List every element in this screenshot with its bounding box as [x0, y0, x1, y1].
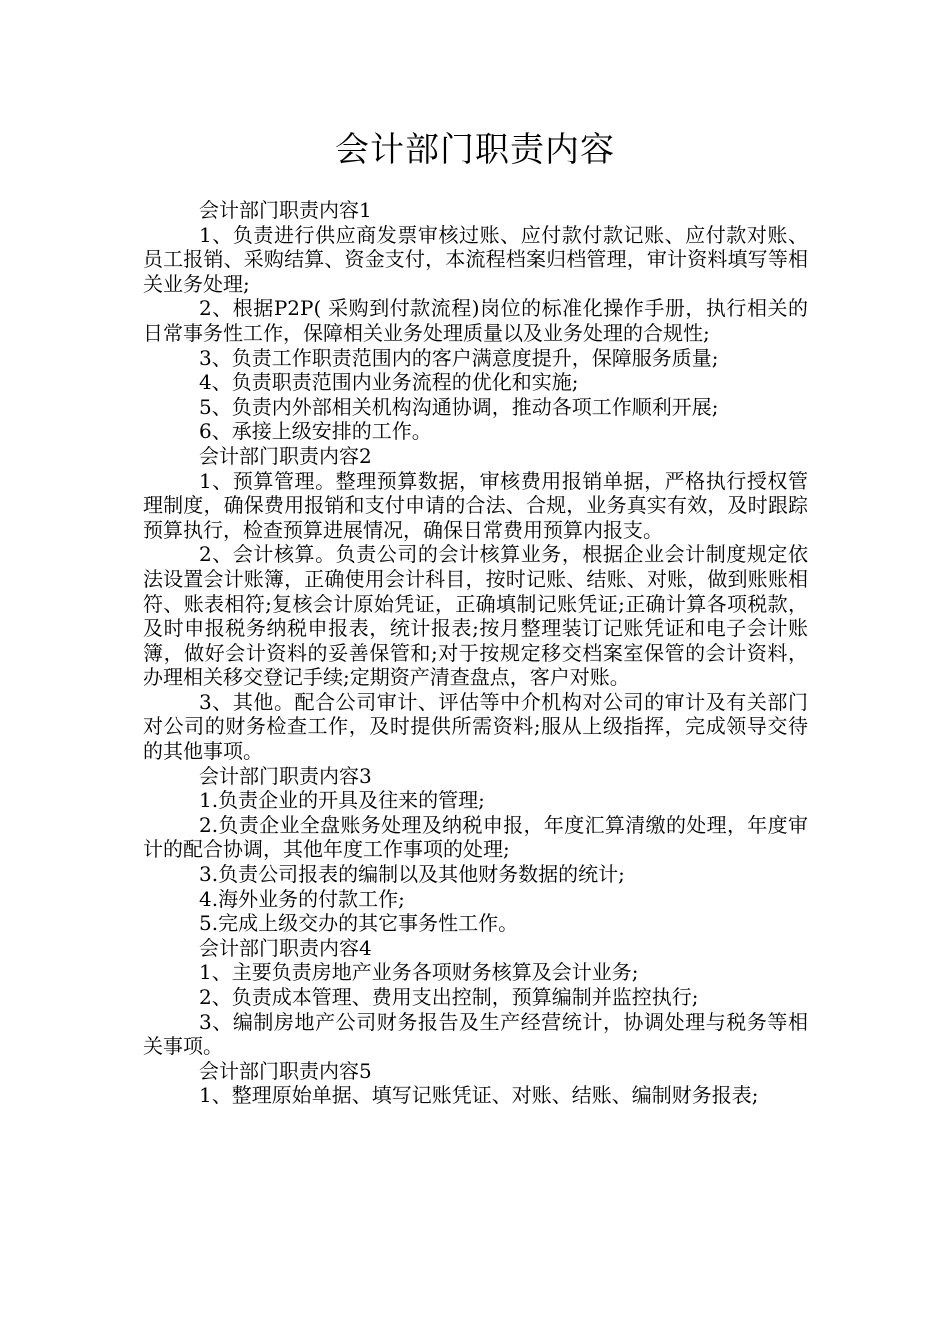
section-item: 2、负责成本管理、费用支出控制，预算编制并监控执行; [199, 985, 699, 1009]
section-item: 5、负责内外部相关机构沟通协调，推动各项工作顺利开展; [199, 394, 719, 419]
section-heading: 会计部门职责内容1 [199, 198, 372, 222]
document-body [143, 198, 808, 1108]
section-item: 1、预算管理。整理预算数据，审核费用报销单据，严格执行授权管理制度，确保费用报销和支付申请的合法、合规，业务真实有效，及时跟踪预算执行，检查预算进展情况，确保日常费用预算内报支。 [143, 468, 808, 542]
section-item: 1、主要负责房地产业务各项财务核算及会计业务; [199, 960, 639, 985]
section-item: 5.完成上级交办的其它事务性工作。 [199, 911, 519, 936]
section-heading: 会计部门职责内容5 [199, 1058, 372, 1083]
section-item: 1、负责进行供应商发票审核过账、应付款付款记账、应付款对账、员工报销、采购结算、资金支付，本流程档案归档管理，审计资料填写等相关业务处理; [143, 222, 808, 296]
section-item: 1、整理原始单据、填写记账凭证、对账、结账、编制财务报表; [199, 1083, 759, 1108]
section-item: 1.负责企业的开具及往来的管理; [199, 788, 485, 813]
section-heading: 会计部门职责内容2 [199, 443, 372, 468]
section-heading: 会计部门职责内容3 [199, 763, 372, 788]
document-title: 会计部门职责内容 [335, 130, 615, 170]
section-item: 2、会计核算。负责公司的会计核算业务，根据企业会计制度规定依法设置会计账簿，正确使用会计科目，按时记账、结账、对账，做到账账相符、账表相符;复核会计原始凭证，正确填制记账凭证;正确计算各项税款，及时申报税务纳税申报表，统计报表;按月整理装订记账凭证和电子会计账簿，做好会计资料的妥善保管和;对于按规定移交档案室保管的会计资料，办理相关移交登记手续;定期资产清查盘点，客户对账。 [143, 542, 808, 690]
section-item: 3、编制房地产公司财务报告及生产经营统计，协调处理与税务等相关事项。 [143, 1009, 808, 1059]
section-item: 4.海外业务的付款工作; [199, 886, 405, 911]
section-heading: 会计部门职责内容4 [199, 935, 372, 960]
section-item: 2.负责企业全盘账务处理及纳税申报，年度汇算清缴的处理，年度审计的配合协调，其他年度工作事项的处理; [143, 812, 808, 862]
section-item: 3、其他。配合公司审计、评估等中介机构对公司的审计及有关部门对公司的财务检查工作，及时提供所需资料;服从上级指挥，完成领导交待的其他事项。 [143, 689, 808, 764]
section-item: 6、承接上级安排的工作。 [199, 419, 432, 444]
section-item: 2、根据P2P( 采购到付款流程)岗位的标准化操作手册，执行相关的日常事务性工作，保障相关业务处理质量以及业务处理的合规性; [143, 296, 808, 345]
section-item: 3.负责公司报表的编制以及其他财务数据的统计; [199, 862, 625, 887]
section-item: 3、负责工作职责范围内的客户满意度提升，保障服务质量; [199, 345, 719, 370]
section-item: 4、负责职责范围内业务流程的优化和实施; [199, 370, 579, 395]
